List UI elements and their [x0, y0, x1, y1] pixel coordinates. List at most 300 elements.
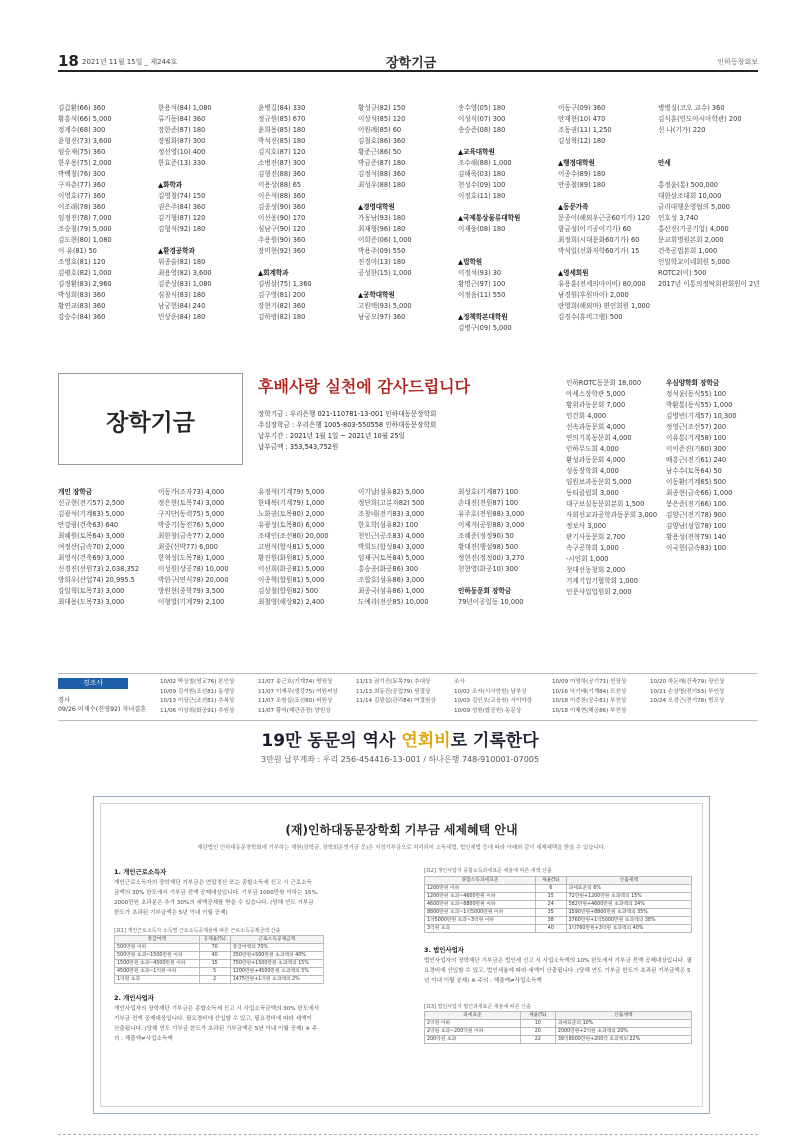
donor-entry: [458, 575, 524, 586]
donor-entry: 황대진(행섬98) 500: [458, 543, 519, 551]
donor-entry: 김준상(83) 1,080: [158, 280, 212, 288]
donor-entry: 김평호(82) 1,000: [58, 269, 112, 277]
donor-entry: 강승수(84) 360: [58, 313, 106, 321]
donor-entry: 79년이공일동 10,000: [458, 598, 524, 606]
table-cell: 1억5000만원 초과~3억원 이하: [425, 917, 536, 925]
donor-entry: [258, 257, 312, 268]
donor-entry: 정현진(정정00) 3,270: [458, 554, 525, 562]
family-event-entry: 10/09 김석원(조선81) 동생상: [160, 688, 235, 695]
donor-entry: 사회선교과공학과동문회 3,000: [566, 511, 658, 519]
donor-entry: ▲정책학본대학원: [458, 313, 508, 321]
donor-entry: 김범삼(75) 1,360: [258, 280, 312, 288]
donor-entry: 이동환(기계65) 500: [666, 478, 727, 486]
donor-entry: 금리대행운영협의 5,000: [658, 203, 730, 211]
table-cell: 500만원 이하: [115, 944, 200, 952]
donor-entry: 진경미(13) 180: [358, 258, 406, 266]
donor-entry: 홍정윤(통) 500,000: [658, 181, 718, 189]
table-row: [115, 952, 324, 960]
table-cell: 38: [535, 917, 566, 925]
donor-entry: 환성과동문회 4,000: [566, 456, 626, 464]
donor-entry: 이기날(섬유82) 5,000: [358, 488, 425, 496]
donor-entry: [458, 246, 520, 257]
donor-entry: 최혜원(토목64) 3,000: [58, 532, 125, 540]
table-row: [115, 976, 324, 984]
table-cell: 1200만원+4500만원 초과액의 5%: [230, 968, 323, 976]
table-cell: 72만원+1200만원 초과액의 15%: [566, 893, 691, 901]
table-row: [115, 968, 324, 976]
donor-entry: 이정음(11) 550: [458, 291, 506, 299]
donor-entry: [358, 191, 412, 202]
donor-entry: 정규원(85) 670: [258, 115, 306, 123]
donor-entry: 황연교(83) 360: [58, 302, 106, 310]
table-row: [425, 1036, 692, 1044]
table-cell: 2000만원+2억원 초과액의 20%: [555, 1028, 691, 1036]
page-number: 18: [58, 52, 79, 70]
donor-column: [158, 487, 229, 608]
donor-column: [558, 103, 650, 323]
table-cell: 4600만원 초과~8800만원 이하: [425, 901, 536, 909]
donor-entry: 김성혁(12) 180: [558, 137, 606, 145]
table-cell: 40: [199, 952, 230, 960]
donor-entry: 이조래(78) 360: [58, 203, 106, 211]
donor-entry: 정보사 3,000: [566, 522, 607, 530]
donor-entry: 권은주(84) 360: [158, 203, 206, 211]
family-event-entry: 10/16 낙기배(기계84) 모친상: [552, 688, 627, 695]
donor-entry: 이원례(85) 60: [358, 126, 402, 134]
donor-entry: 인호성 3,740: [658, 214, 699, 222]
family-event-entry: 11/13 권기진(토목79) 추대상: [356, 679, 431, 685]
donor-entry: 정영근(조선57) 200: [666, 423, 727, 431]
family-event-entry: 11/07 송근호(기계74) 명원상: [258, 679, 333, 685]
donor-entry: 이선웅(90) 170: [258, 214, 306, 222]
donor-entry: 이동구(09) 360: [558, 104, 606, 112]
donor-entry: 최정희(시대문화60기가) 60: [558, 236, 640, 244]
donor-entry: 송승준(08) 180: [458, 126, 506, 134]
table-row: [425, 917, 692, 925]
family-event-entry: 10/09 이영하(공기71) 빈장상: [552, 679, 627, 685]
donor-entry: 김영철(74) 150: [158, 192, 206, 200]
table-row: [425, 893, 692, 901]
donor-entry: 윤병길(84) 330: [258, 104, 306, 112]
donor-entry: 심창식(83) 180: [158, 291, 206, 299]
donor-entry: 한혁성(도목78) 1,000: [158, 554, 225, 562]
table-3: [424, 1011, 692, 1044]
donor-entry: 천현영(화공10) 300: [458, 565, 519, 573]
donor-entry: 황용성(전복79) 140: [666, 533, 727, 541]
table-cell: 750만원+1500만원 초과액의 15%: [230, 960, 323, 968]
donor-entry: 최종현(금속66) 1,000: [666, 489, 733, 497]
donor-entry: 황명근(97) 100: [458, 280, 506, 288]
table-cell: 1500만원 초과~4500만원 이하: [115, 960, 200, 968]
donor-entry: [558, 191, 650, 202]
table-header-cell: 산출세액: [555, 1012, 691, 1020]
donor-entry: 안재현(10) 470: [558, 115, 606, 123]
donor-entry: 이 유(81) 50: [58, 247, 97, 255]
account-line: 주십장학금 : 우리은행 1005-803-550558 인하대동문장학회: [258, 421, 437, 429]
donor-entry: ▲국제통상물류대학원: [458, 214, 521, 222]
donor-entry: [458, 235, 520, 246]
table-cell: 15: [199, 960, 230, 968]
table-cell: 8800만원 초과~1억5000만원 이하: [425, 909, 536, 917]
table-cell: 총급여액의 70%: [230, 944, 323, 952]
family-events-column: [160, 678, 234, 716]
family-event-entry: 10/20 하돈래(건축79) 장인상: [650, 679, 725, 685]
family-event-entry: 조사: [454, 679, 465, 685]
donor-entry: 조태인(조선80) 20,000: [258, 532, 329, 540]
thanks-headline: 후배사랑 실천에 감사드립니다: [258, 377, 471, 396]
donor-entry: 이종수(89) 180: [558, 170, 606, 178]
table-cell: 1475만원+1억원 초과액의 2%: [230, 976, 323, 984]
donor-entry: ROTC2(이) 500: [658, 269, 707, 277]
donor-column: [358, 487, 429, 608]
donor-entry: 임원보과동문회 5,000: [566, 478, 632, 486]
donor-entry: 속구공학회 1,000: [566, 544, 619, 552]
family-events-column: [650, 678, 724, 707]
family-event-entry: 11/06 이상희(화공91) 추원상: [160, 707, 235, 714]
donor-entry: 최성호(기계87) 100: [458, 488, 519, 496]
donor-entry: 김형석(92) 180: [158, 225, 206, 233]
donor-column: [58, 487, 139, 608]
donor-entry: 송수영(05) 180: [458, 104, 506, 112]
donor-entry: 위종술(82) 180: [158, 258, 206, 266]
donor-entry: 인일학교이네회원 5,000: [658, 258, 730, 266]
donor-entry: 이성원(상공78) 10,000: [158, 565, 229, 573]
bottom-divider: [58, 1134, 758, 1136]
donor-entry: 조동권(11) 1,250: [558, 126, 612, 134]
family-event-entry: 10/03 김인오(교육원) 사이야상: [454, 698, 533, 704]
table-header-row: [115, 936, 324, 944]
donor-entry: 인간회 4,000: [566, 412, 607, 420]
donor-entry: [658, 136, 760, 147]
donor-entry: 박석진(85) 180: [258, 137, 306, 145]
family-events-column: [258, 678, 338, 716]
donor-entry: 이은석(88) 360: [258, 192, 306, 200]
donor-entry: 김구영(81) 200: [258, 291, 306, 299]
donor-entry: 박중기(동진76) 5,000: [158, 521, 225, 529]
congrats-title: 경사: [58, 697, 70, 704]
donor-entry: 홍승종(화공86) 300: [358, 565, 419, 573]
donor-entry: 조영호(81) 120: [58, 258, 106, 266]
donor-entry: 문종이(해외우근공60기가) 120: [558, 214, 650, 222]
banner-highlight: 연회비: [401, 731, 451, 751]
donor-entry: 임재구(토목84) 5,000: [358, 554, 425, 562]
donor-entry: 인하동문회 장학금: [458, 587, 512, 595]
table-header-row: [425, 1012, 692, 1020]
family-events-section: [58, 673, 758, 721]
family-event-entry: 10/02 조자(시사학원) 남부상: [454, 688, 527, 695]
family-event-entry: 11/13 최동진(공업79) 원결상: [356, 688, 431, 695]
table-header-cell: 공제율(%): [199, 936, 230, 944]
donor-entry: ▲경영대학원: [358, 203, 395, 211]
table-cell: 350만원+500만원 초과액의 40%: [230, 952, 323, 960]
table-cell: 500만원 초과~1500만원 이하: [115, 952, 200, 960]
donor-entry: 인하무도회 4,000: [566, 445, 619, 453]
donor-entry: 공성한(15) 1,000: [358, 269, 412, 277]
donor-entry: 이국헌(금속83) 100: [666, 544, 727, 552]
donor-entry: ▲동문가족: [558, 203, 589, 211]
donor-entry: [458, 136, 520, 147]
donor-list-right: [566, 378, 766, 598]
donor-entry: 정은현(토목74) 3,000: [158, 499, 225, 507]
donor-entry: [558, 147, 650, 158]
tax-benefit-box: [93, 796, 710, 1114]
donor-entry: 손대진(전원87) 100: [458, 499, 519, 507]
banner-before: 19만 동문의 역사: [261, 731, 402, 751]
donor-entry: [158, 169, 212, 180]
tax-section-3-body: 법인사업자의 장학재단 기부금은 법인세 신고 시 사업소득액의 10% 한도에서 기부금 전액 공제대상입니다. 필요경비에 산입할 수 있고, 법인세율에 따라 세액이 산출됩니다. (당해 연도 기부금 한도가 초과된 기부금액은 5년 이내 이월 공제) ※ 주의 : 해출액≠사업소득액: [424, 958, 692, 984]
donor-entry: 한효준(13) 330: [158, 159, 206, 167]
donor-entry: ▲행정대학원: [558, 159, 595, 167]
donor-entry: 인문사업업원회 2,000: [566, 588, 632, 596]
donor-entry: 노화권(토목80) 2,000: [258, 510, 325, 518]
banner-account: 3만원 납부계좌 : 우리 256-454416-13-001 / 하나은행 748-910001-07005: [261, 755, 539, 764]
donor-entry: 김양근(전기78) 900: [666, 511, 727, 519]
family-events-column: [454, 678, 532, 716]
donor-entry: 안강림(건축63) 640: [58, 521, 119, 529]
donor-entry: 한태복(기계79) 1,000: [258, 499, 325, 507]
donor-entry: 방희우(산업74) 20,995.5: [58, 576, 135, 584]
donor-entry: 임정진(78) 7,000: [58, 214, 112, 222]
donor-entry: 이동가(조자73) 4,000: [158, 488, 225, 496]
table-cell: 2억원 이하: [425, 1020, 521, 1028]
donor-entry: 신규현(전기57) 2,500: [58, 499, 125, 507]
donor-entry: ▲화학과: [158, 181, 183, 189]
table-cell: 10: [520, 1020, 555, 1028]
donor-entry: 대구보실동문회분회 1,500: [566, 500, 645, 508]
tax-title: (재)인하대동문장학회 기부금 세제혜택 안내: [285, 823, 518, 837]
donor-entry: 이상석(85) 120: [358, 115, 406, 123]
donor-entry: 유광성(토목80) 6,000: [258, 521, 325, 529]
table-header-cell: 세율(%): [535, 877, 566, 885]
donor-column: [258, 103, 312, 323]
table-cell: 2: [199, 976, 230, 984]
donor-entry: 조창네(전기83) 3,000: [358, 510, 425, 518]
donor-entry: 박한구(연식78) 20,000: [158, 576, 229, 584]
table-1: [114, 935, 324, 984]
donor-entry: 이유통(기계58) 100: [666, 434, 727, 442]
donor-entry: 황성규(82) 150: [358, 104, 406, 112]
donor-entry: 방원현(종학79) 3,500: [158, 587, 225, 595]
table-row: [425, 1028, 692, 1036]
table-cell: 1200만원 이하: [425, 885, 536, 893]
donor-entry: 함금성(이기공이기가) 60: [558, 225, 631, 233]
tax-section-2-heading: 2. 개인사업자: [114, 994, 154, 1002]
donor-entry: 황흥석(66) 5,000: [58, 115, 112, 123]
donor-entry: 정계수(68) 300: [58, 126, 106, 134]
account-line: 장학기금 : 우리은행 021-110781-13-001 인하대동문장학회: [258, 410, 437, 418]
table-2: [424, 876, 692, 933]
donor-entry: 김하범(82) 180: [258, 313, 306, 321]
donor-entry: [658, 169, 760, 180]
donor-entry: 최재형(96) 180: [358, 225, 406, 233]
donor-entry: 조수해(88) 1,000: [458, 159, 512, 167]
donor-entry: 정단희(고분자82) 500: [358, 499, 425, 507]
donor-entry: 동티클럽회 3,000: [566, 489, 619, 497]
donor-entry: 성동장학회 4,000: [566, 467, 619, 475]
donor-entry: 김양남(섬업78) 100: [666, 522, 727, 530]
table-cell: 5: [199, 968, 230, 976]
donor-entry: 여정산(금속70) 2,000: [58, 543, 125, 551]
table-cell: 35: [535, 909, 566, 917]
donor-entry: 연의기록동문회 4,000: [566, 434, 632, 442]
donor-entry: -시인회 1,000: [566, 555, 609, 563]
donor-entry: 이종혁(합원81) 5,000: [258, 576, 325, 584]
donor-entry: 이이준진(기60) 300: [666, 445, 727, 453]
family-event-entry: 10/18 이제현(해공86) 부친상: [552, 707, 627, 714]
donor-entry: 문교회명원본회 2,000: [658, 236, 724, 244]
table-header-cell: 근로소득공제금액: [230, 936, 323, 944]
donor-entry: 개인 장학금: [58, 488, 93, 496]
donor-entry: 박성희(83) 360: [58, 291, 106, 299]
donor-entry: 병병실(코오 교수) 360: [658, 104, 725, 112]
donor-entry: [558, 257, 650, 268]
donor-entry: 최철영(해상82) 2,400: [258, 598, 325, 606]
account-info: [258, 409, 436, 453]
donor-entry: 박백철(76) 300: [58, 170, 106, 178]
donor-entry: 박환통(동식55) 1,000: [666, 401, 733, 409]
donor-entry: 최중(선박77) 6,000: [158, 543, 218, 551]
family-events-column: [552, 678, 626, 716]
tax-section-1-heading: 1. 개인근로소득자: [114, 868, 167, 876]
donor-entry: 박희도(합성84) 3,000: [358, 543, 425, 551]
donor-entry: [158, 235, 212, 246]
donor-entry: 임승재(75) 360: [58, 148, 106, 156]
donor-entry: [658, 147, 760, 158]
table-cell: 1억원 초과: [115, 976, 200, 984]
table-cell: 2억원 초과~200억원 이하: [425, 1028, 521, 1036]
donor-entry: 안종철(89) 180: [558, 181, 606, 189]
donor-entry: 황진원(화원81) 5,000: [258, 554, 325, 562]
donor-entry: 최영식(건축69) 3,000: [58, 554, 125, 562]
table-row: [425, 1020, 692, 1028]
table-cell: 22: [520, 1036, 555, 1044]
table-cell: 39억8000만원+200억 초과액의 22%: [555, 1036, 691, 1044]
table-header-cell: 종합소득과세표준: [425, 877, 536, 885]
table-header-cell: 총급여액: [115, 936, 200, 944]
donor-column: [458, 487, 524, 608]
family-event-entry: 10/13 이상근(조선81) 추복상: [160, 698, 235, 704]
donor-entry: 봉은준(전기66) 100: [666, 500, 727, 508]
table-cell: 6: [535, 885, 566, 893]
family-events-congrats: [58, 696, 146, 714]
banner-headline: [0, 726, 800, 751]
family-event-entry: 10/21 손상명(전기53) 부인상: [650, 688, 725, 695]
donor-column: [258, 487, 329, 608]
account-line: 납부금액 : 353,543,752원: [258, 443, 339, 451]
donor-entry: ▲영세회원: [558, 269, 589, 277]
donor-entry: 소병진(87) 300: [258, 159, 306, 167]
banner-after: 로 기록한다: [450, 731, 539, 751]
donor-entry: 남궁헌(84) 240: [158, 302, 206, 310]
donor-entry: 조승철(79) 5,000: [58, 225, 112, 233]
table-header-cell: 세율(%): [520, 1012, 555, 1020]
donor-entry: 이성식(07) 300: [458, 115, 506, 123]
donor-entry: 기계기업기협학회 1,000: [566, 577, 638, 585]
table-row: [115, 960, 324, 968]
table-row: [425, 925, 692, 933]
family-event-entry: 10/09 성원(합공원) 동문상: [454, 707, 522, 714]
donor-entry: 장필화(87) 300: [158, 137, 206, 145]
donor-entry: ▲환경공학과: [158, 247, 195, 255]
donor-entry: 조합호(섬유86) 3,000: [358, 576, 425, 584]
donor-entry: 정선영(10) 400: [158, 148, 206, 156]
tax-section-3-heading: 3. 법인사업자: [424, 946, 464, 954]
account-line: 납부기간 : 2021년 1월 1일 ~ 2021년 10월 25일: [258, 432, 405, 440]
donor-entry: 김광석(기계63) 5,000: [58, 510, 125, 518]
table-3-caption: [표3] 법인사업자 법인과세표준 세율에 따른 산출: [424, 1004, 531, 1010]
table-row: [115, 944, 324, 952]
donor-entry: 이제거(공원88) 3,000: [458, 521, 525, 529]
donor-entry: 아세스장학관 5,000: [566, 390, 626, 398]
table-cell: 3억원 초과: [425, 925, 536, 933]
donor-entry: 최한창(금속77) 2,000: [158, 532, 225, 540]
family-events-column: [356, 678, 436, 707]
table-header-cell: 과세표준: [425, 1012, 521, 1020]
table-cell: 20: [520, 1028, 555, 1036]
tax-intro: 재단법인 인하대동문장학회에 기부하는 재원(장학금, 장학회운영기금 등)은 지정기부금으로 처리되어 소득세법, 법인세법 등에 따라 아래와 같이 세제혜택을 받을 수 있습니다.: [197, 845, 606, 851]
donor-entry: 한우용(75) 2,000: [58, 159, 112, 167]
family-event-entry: 10/24 오경근(전기78) 빙모상: [650, 698, 725, 704]
donor-entry: 가동남(93) 180: [358, 214, 406, 222]
donor-entry: 이희준(06) 1,000: [358, 236, 412, 244]
donor-column: [666, 378, 737, 554]
donor-entry: 신 나(기가) 220: [658, 126, 706, 134]
table-cell: 15: [535, 893, 566, 901]
donor-entry: 이재웅(08) 180: [458, 225, 506, 233]
donor-entry: [458, 301, 520, 312]
donor-entry: 천인근(공조83) 4,000: [358, 532, 425, 540]
donor-entry: 남궁모(97) 360: [358, 313, 406, 321]
donor-entry: 박금준(87) 180: [358, 159, 406, 167]
donor-entry: 류기동(84) 360: [158, 115, 206, 123]
donor-entry: 이형열(기계79) 2,100: [158, 598, 225, 606]
donor-entry: 도예리(전산85) 10,000: [358, 598, 429, 606]
donor-entry: ▲공학대학원: [358, 291, 395, 299]
table-header-row: [425, 877, 692, 885]
donor-entry: 강일혁(토목73) 3,000: [58, 587, 125, 595]
table-row: [425, 909, 692, 917]
donor-entry: 김상철(합원82) 500: [258, 587, 319, 595]
donor-entry: 건축공법본회 1,000: [658, 247, 718, 255]
donor-entry: [358, 279, 412, 290]
donor-entry: 민상운(84) 180: [158, 313, 206, 321]
donor-entry: 김정석(88) 360: [358, 170, 406, 178]
donor-entry: 장미현(92) 360: [258, 247, 306, 255]
donor-entry: 김식훈(인도아시아학관) 200: [658, 115, 742, 123]
donor-entry: 대한삼조대회 10,000: [658, 192, 722, 200]
donor-entry: 김정환(83) 2,960: [58, 280, 112, 288]
donor-entry: 한호학(섬유82) 100: [358, 521, 419, 529]
donor-entry: 조혜준(정정90) 50: [458, 532, 514, 540]
donor-entry: 김갑환(66) 360: [58, 104, 106, 112]
donor-entry: ▲회계학과: [258, 269, 289, 277]
donor-entry: 구자춘(77) 360: [58, 181, 106, 189]
donor-list-mid: [58, 487, 558, 617]
scholarship-title-box: [58, 373, 243, 465]
donor-entry: 안세: [658, 159, 671, 167]
donor-entry: 이용상(88) 65: [258, 181, 302, 189]
table-1-caption: [표1] 개인근로소득자 소득별 근로소득공제율에 따른 근로소득공제금액 산출: [114, 928, 281, 934]
table-cell: 1590만원+8800만원 초과액의 35%: [566, 909, 691, 917]
table-cell: 4500만원 초과~1억원 이하: [115, 968, 200, 976]
donor-entry: 천성수(09) 100: [458, 181, 506, 189]
donor-entry: 최대용(도목73) 3,000: [58, 598, 125, 606]
donor-entry: 김형진(88) 360: [258, 170, 306, 178]
donor-entry: 홍산진(기공기업) 4,000: [658, 225, 729, 233]
donor-entry: 김지호(87) 120: [258, 148, 306, 156]
donor-entry: 김병구(09) 5,000: [458, 324, 512, 332]
tax-section-2-body: 개인사업자의 장학재단 기부금은 종합소득세 신고 시 사업소득금액의 30% 한도에서 기부금 전액 공제대상입니다. 필요경비에 산입할 수 있고, 필요경비에 따라 세액이 산출됩니다. (당해 연도 기부금 한도가 초과된 기부금액은 5년 이내 이월 공제) ※ 주의 : 해출액≠사업소득액: [114, 1006, 319, 1042]
